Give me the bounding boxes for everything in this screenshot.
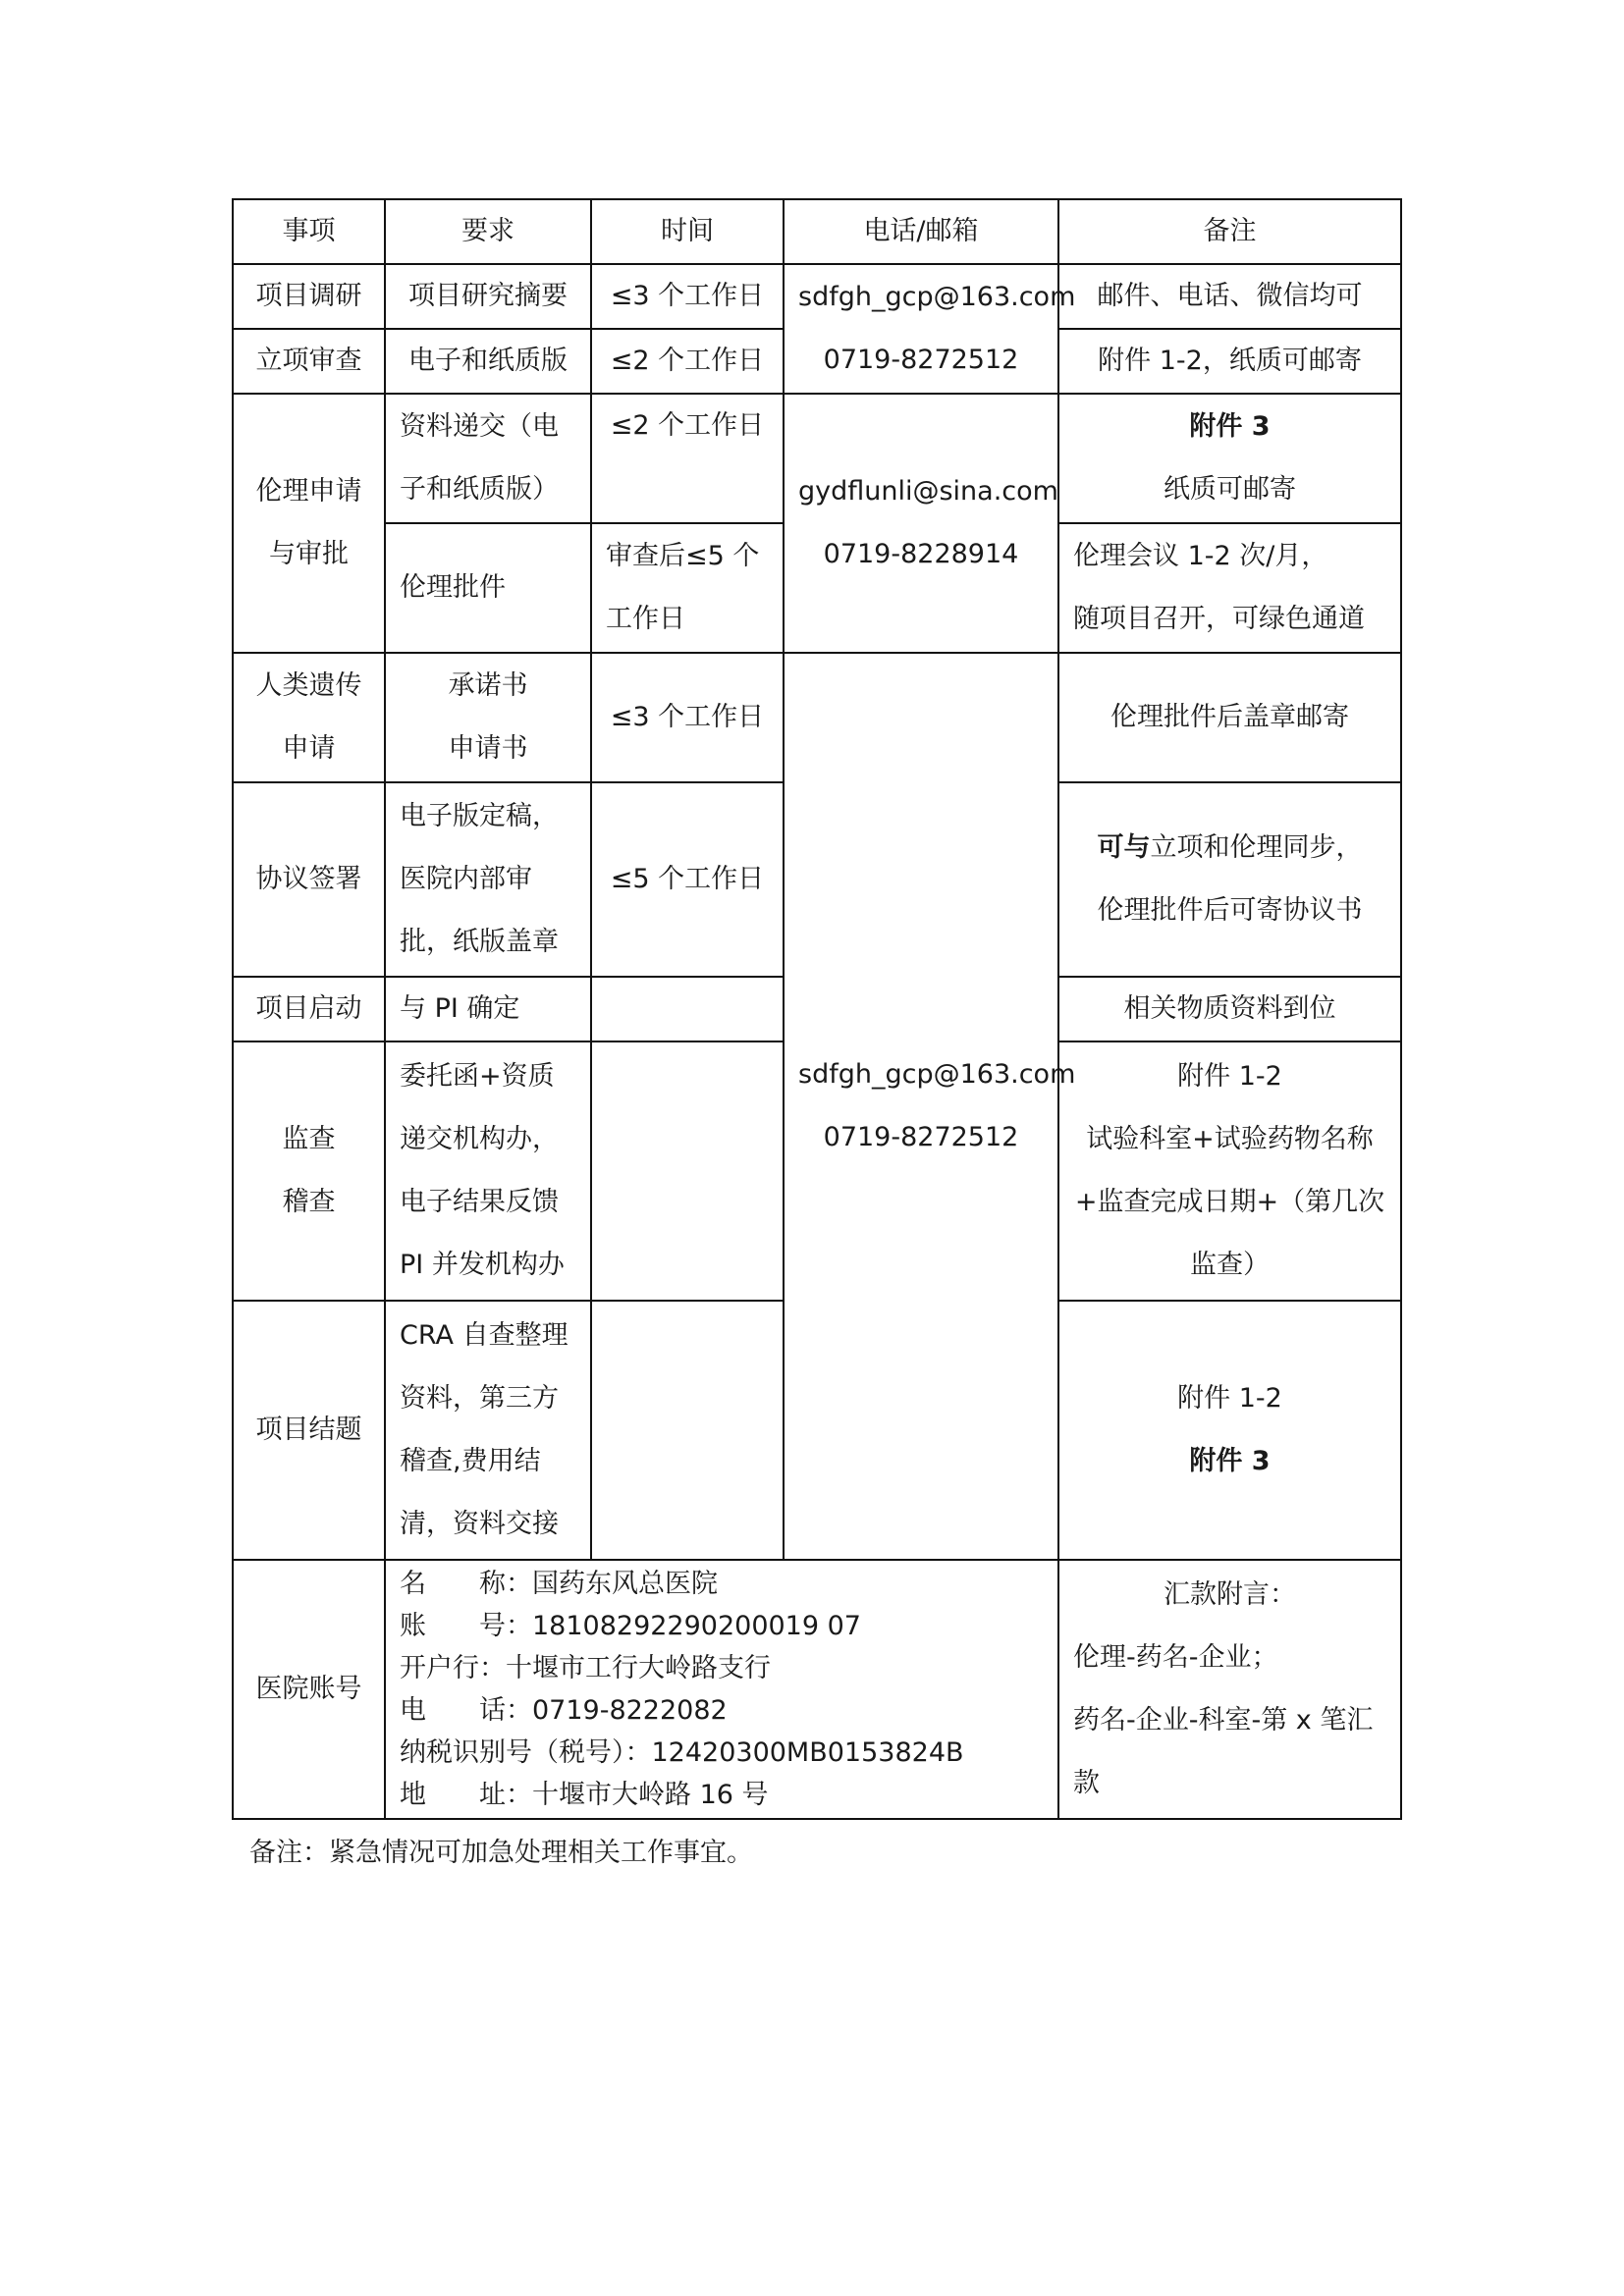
agreement-note-line-1: 立项和伦理同步，	[1150, 832, 1363, 863]
row-approval-item: 立项审查	[233, 329, 385, 394]
ethics-sub2-time-line-2: 工作日	[606, 604, 685, 634]
account-bank: 开户行：十堰市工行大岭路支行	[400, 1653, 771, 1683]
ethics-sub1-req-line-2: 子和纸质版）	[400, 474, 559, 505]
account-note-line-4: 款	[1073, 1768, 1100, 1798]
monitor-req-line-3: 电子结果反馈	[400, 1187, 559, 1217]
closing-note-line-2: 附件 3	[1189, 1446, 1271, 1476]
contact-email-3: sdfgh_gcp@163.com	[798, 1059, 1076, 1090]
header-contact: 电话/邮箱	[784, 199, 1058, 264]
row-approval-time: ≤2 个工作日	[591, 329, 784, 394]
genetic-req-line-2: 申请书	[448, 733, 528, 764]
row-research-time: ≤3 个工作日	[591, 264, 784, 329]
row-startup-req: 与 PI 确定	[385, 977, 591, 1041]
row-research-item: 项目调研	[233, 264, 385, 329]
row-ethics-sub1-time: ≤2 个工作日	[591, 394, 784, 523]
closing-req-line-2: 资料，第三方	[400, 1383, 559, 1414]
header-time: 时间	[591, 199, 784, 264]
contact-email-2: gydflunli@sina.com	[798, 476, 1058, 507]
row-startup-time	[591, 977, 784, 1041]
row-ethics-sub1-note	[1058, 394, 1401, 523]
account-phone: 电 话：0719-8222082	[400, 1695, 728, 1726]
ethics-sub2-time-line-1: 审查后≤5 个	[606, 541, 760, 571]
monitor-note-line-1: 附件 1-2	[1177, 1061, 1282, 1092]
row-account-note	[1058, 1560, 1401, 1819]
contact-cell-2	[784, 394, 1058, 653]
header-requirement: 要求	[385, 199, 591, 264]
ethics-sub2-note-line-1: 伦理会议 1-2 次/月，	[1073, 541, 1328, 571]
row-agreement-req	[385, 782, 591, 977]
contact-cell-3	[784, 653, 1076, 1560]
closing-req-line-1: CRA 自查整理	[400, 1320, 568, 1351]
row-account-item: 医院账号	[233, 1560, 385, 1819]
account-address: 地 址：十堰市大岭路 16 号	[400, 1780, 769, 1810]
workflow-table	[232, 198, 1402, 1820]
account-note-line-2: 伦理-药名-企业；	[1073, 1642, 1278, 1673]
monitor-note-line-4: 监查）	[1190, 1250, 1270, 1280]
account-name: 名 称：国药东风总医院	[400, 1569, 718, 1599]
agreement-req-line-3: 批，纸版盖章	[400, 927, 559, 957]
agreement-req-line-1: 电子版定稿，	[400, 801, 559, 831]
row-ethics-sub1-req	[385, 394, 591, 523]
account-tax-id: 纳税识别号（税号）：12420300MB0153824B	[400, 1737, 964, 1768]
closing-note-line-1: 附件 1-2	[1177, 1383, 1282, 1414]
row-closing-req	[385, 1301, 591, 1560]
account-note-line-3: 药名-企业-科室-第 x 笔汇	[1073, 1705, 1374, 1735]
row-ethics-item	[233, 394, 385, 653]
table-header-row	[233, 199, 1401, 264]
row-genetic-note: 伦理批件后盖章邮寄	[1058, 653, 1401, 782]
ethics-sub2-note-line-2: 随项目召开，可绿色通道	[1073, 604, 1365, 634]
contact-phone-3: 0719-8272512	[823, 1122, 1019, 1152]
header-note: 备注	[1058, 199, 1401, 264]
row-monitor-req	[385, 1041, 591, 1301]
row-agreement-time: ≤5 个工作日	[591, 782, 784, 977]
monitor-item-line-1: 监查	[282, 1124, 336, 1154]
ethics-sub1-note-line-2: 纸质可邮寄	[1164, 474, 1296, 505]
row-closing-time	[591, 1301, 784, 1560]
account-note-line-1: 汇款附言：	[1164, 1579, 1296, 1610]
row-ethics-sub2-time	[591, 523, 784, 653]
row-startup-item: 项目启动	[233, 977, 385, 1041]
row-monitor-item	[233, 1041, 385, 1301]
row-approval-req: 电子和纸质版	[385, 329, 591, 394]
agreement-note-bold: 可与	[1097, 832, 1151, 863]
table-row	[233, 264, 1401, 329]
ethics-item-line-1: 伦理申请	[255, 476, 362, 507]
closing-req-line-3: 稽查,费用结	[400, 1446, 541, 1476]
agreement-req-line-2: 医院内部审	[400, 864, 532, 894]
row-genetic-req	[385, 653, 591, 782]
row-closing-item: 项目结题	[233, 1301, 385, 1560]
monitor-req-line-1: 委托函+资质	[400, 1061, 555, 1092]
row-approval-note: 附件 1-2，纸质可邮寄	[1058, 329, 1401, 394]
row-monitor-note	[1058, 1041, 1401, 1301]
table-row	[233, 1560, 1401, 1819]
monitor-item-line-2: 稽查	[282, 1187, 336, 1217]
monitor-req-line-2: 递交机构办，	[400, 1124, 559, 1154]
row-ethics-sub2-req: 伦理批件	[385, 523, 591, 653]
monitor-note-line-3: +监查完成日期+（第几次	[1074, 1187, 1385, 1217]
genetic-item-line-2: 申请	[282, 733, 336, 764]
closing-req-line-4: 清，资料交接	[400, 1509, 559, 1539]
row-research-req: 项目研究摘要	[385, 264, 591, 329]
row-account-details	[385, 1560, 1058, 1819]
row-closing-note	[1058, 1301, 1401, 1560]
genetic-req-line-1: 承诺书	[448, 670, 528, 701]
row-genetic-time: ≤3 个工作日	[591, 653, 784, 782]
row-ethics-sub2-note	[1058, 523, 1401, 653]
contact-phone-2: 0719-8228914	[823, 539, 1019, 569]
agreement-note-line-2: 伦理批件后可寄协议书	[1097, 895, 1363, 926]
account-number: 账 号：18108292290200019 07	[400, 1611, 861, 1641]
row-genetic-item	[233, 653, 385, 782]
row-monitor-time	[591, 1041, 784, 1301]
contact-email-1: sdfgh_gcp@163.com	[798, 282, 1076, 312]
ethics-item-line-2: 与审批	[269, 539, 349, 569]
contact-cell-1	[784, 264, 1076, 394]
ethics-sub1-note-line-1: 附件 3	[1189, 411, 1271, 442]
footnote: 备注：紧急情况可加急处理相关工作事宜。	[249, 1838, 753, 1868]
monitor-note-line-2: 试验科室+试验药物名称	[1086, 1124, 1374, 1154]
row-startup-note: 相关物质资料到位	[1058, 977, 1401, 1041]
monitor-req-line-4: PI 并发机构办	[400, 1250, 565, 1280]
ethics-sub1-req-line-1: 资料递交（电	[400, 411, 559, 442]
contact-phone-1: 0719-8272512	[823, 345, 1019, 375]
genetic-item-line-1: 人类遗传	[255, 670, 362, 701]
table-row	[233, 394, 1401, 523]
header-item: 事项	[233, 199, 385, 264]
row-agreement-note	[1058, 782, 1401, 977]
table-row	[233, 653, 1401, 782]
row-agreement-item: 协议签署	[233, 782, 385, 977]
row-research-note: 邮件、电话、微信均可	[1058, 264, 1401, 329]
